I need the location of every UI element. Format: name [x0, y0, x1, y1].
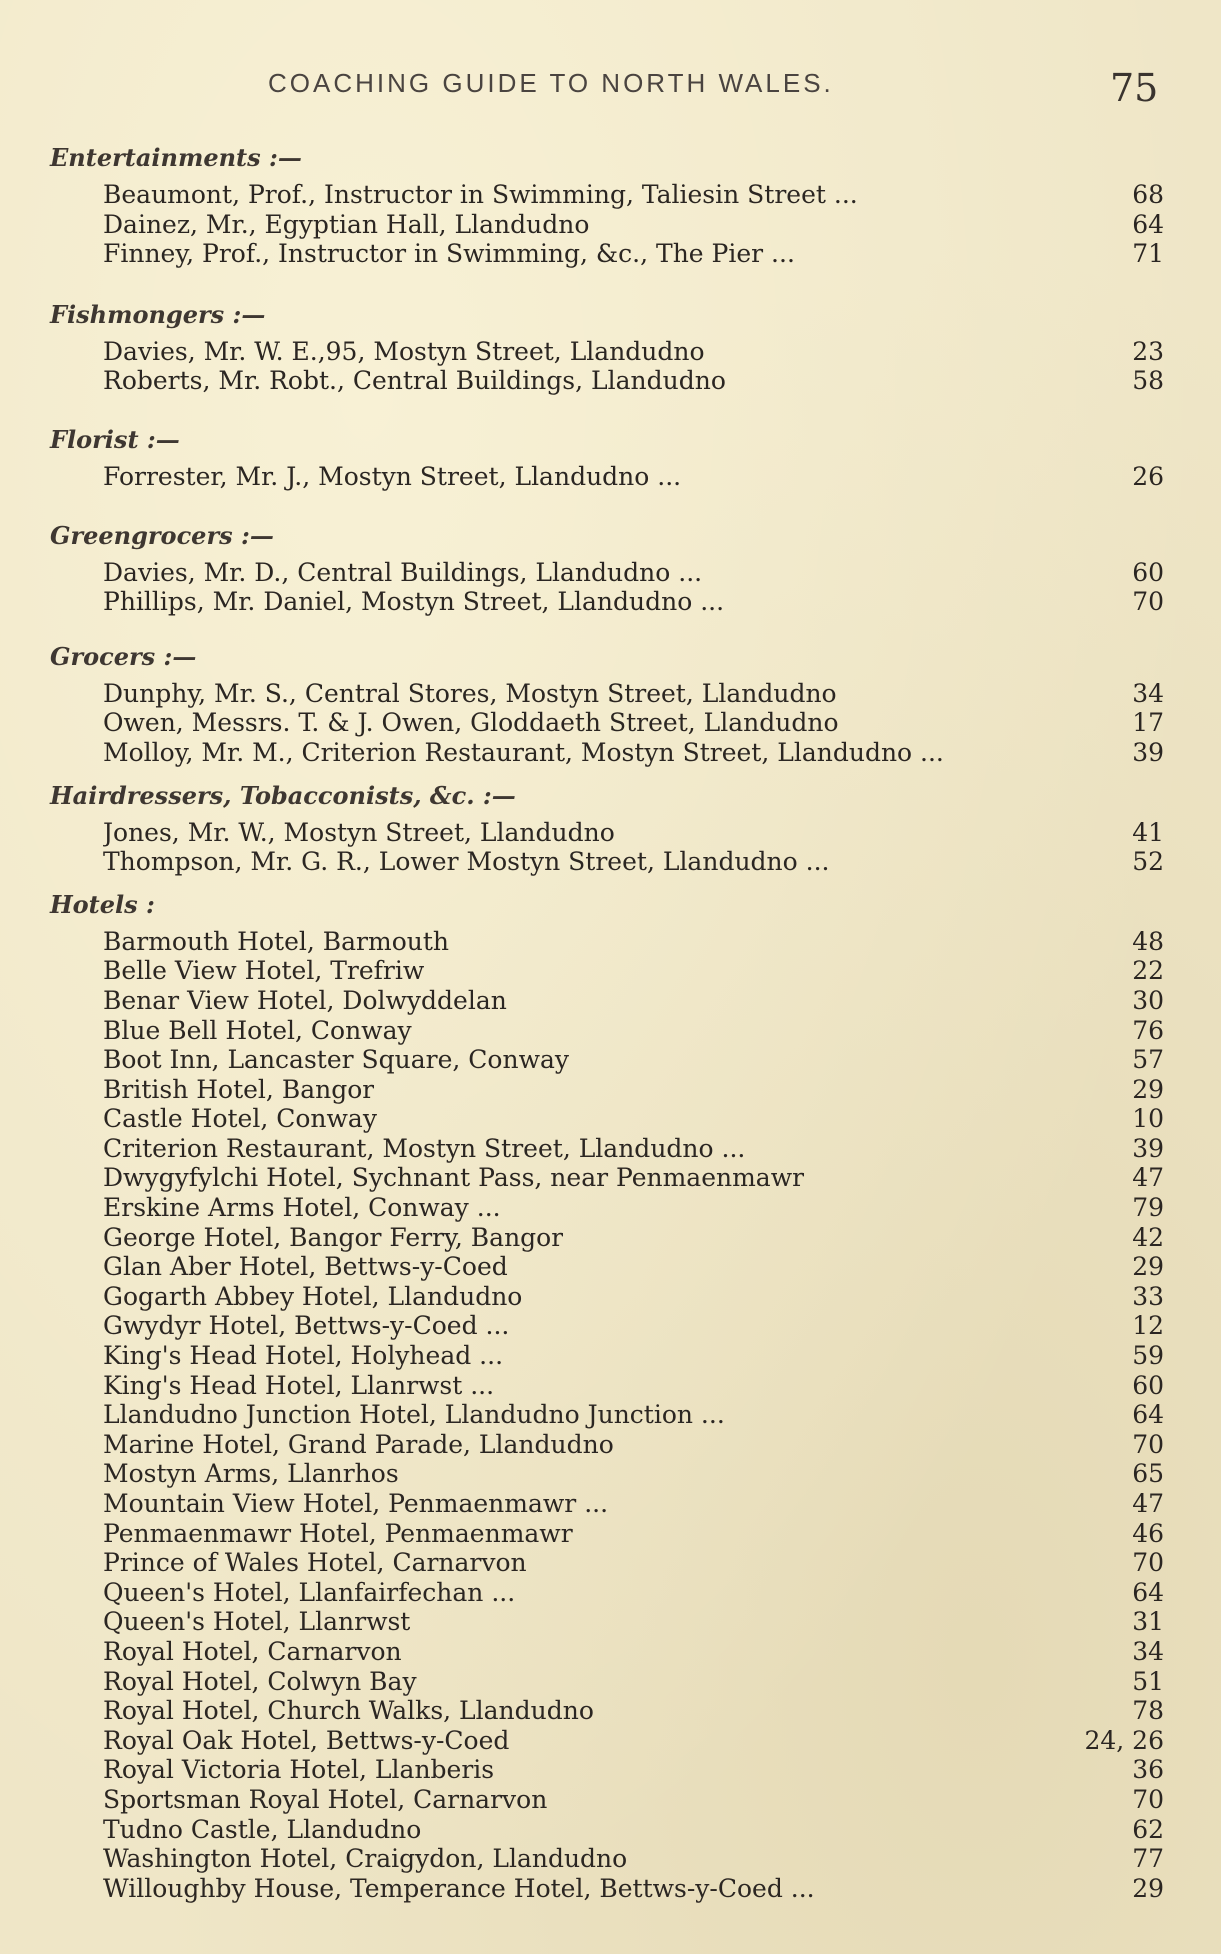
entry-page-number: 10	[1132, 1104, 1164, 1134]
entry-page-number: 60	[1132, 1370, 1164, 1400]
list-item	[50, 678, 1164, 709]
entry-name: Glan Aber Hotel, Bettws-y-Coed	[103, 1252, 508, 1282]
entry-page-number: 34	[1132, 678, 1164, 708]
list-item	[50, 209, 1164, 240]
entry-page-number: 39	[1132, 1133, 1164, 1163]
list-item	[50, 1784, 1164, 1815]
entry-name: King's Head Hotel, Llanrwst ...	[103, 1370, 495, 1400]
entry-page-number: 65	[1132, 1459, 1164, 1489]
list-item	[50, 708, 1164, 738]
list-item	[50, 180, 1164, 210]
entry-name: Molloy, Mr. M., Criterion Restaurant, Mostyn Street, Llandudno ...	[103, 737, 944, 767]
entry-name: Royal Hotel, Church Walks, Llandudno	[103, 1696, 594, 1726]
entry-page-number: 76	[1132, 1015, 1164, 1045]
entry-name: Llandudno Junction Hotel, Llandudno Junction ...	[103, 1400, 725, 1430]
list-item	[50, 817, 1164, 848]
entry-page-number: 58	[1132, 366, 1164, 396]
entry-name: Queen's Hotel, Llanrwst	[103, 1607, 411, 1637]
entry-name: Erskine Arms Hotel, Conway ...	[103, 1193, 501, 1223]
entry-name: George Hotel, Bangor Ferry, Bangor	[103, 1222, 564, 1252]
entry-name: Beaumont, Prof., Instructor in Swimming, Taliesin Street ...	[103, 180, 858, 209]
list-item	[50, 1104, 1164, 1134]
entry-page-number: 47	[1132, 1489, 1164, 1518]
list-item	[50, 461, 1164, 492]
list-item	[50, 557, 1164, 588]
entry-name: Prince of Wales Hotel, Carnarvon	[103, 1548, 527, 1578]
list-item	[50, 239, 1164, 269]
entry-name: Dunphy, Mr. S., Central Stores, Mostyn Street, Llandudno	[103, 678, 837, 708]
section-heading: Hairdressers, Tobacconists, &c. :—	[50, 780, 516, 810]
section-heading: Fishmongers :—	[50, 299, 266, 329]
list-item	[50, 1045, 1164, 1075]
entry-page-number: 51	[1132, 1666, 1164, 1696]
list-item	[50, 1015, 1164, 1046]
entry-list	[50, 817, 1164, 877]
entry-name: Owen, Messrs. T. & J. Owen, Gloddaeth Street, Llandudno	[103, 708, 839, 738]
entry-page-number: 26	[1132, 461, 1164, 491]
list-item	[50, 956, 1164, 986]
section-gap	[50, 492, 1160, 518]
entry-name: Belle View Hotel, Trefriw	[103, 956, 425, 986]
section-gap	[50, 269, 1160, 297]
list-item	[50, 1370, 1164, 1401]
entry-name: Royal Victoria Hotel, Llanberis	[103, 1755, 495, 1785]
list-item	[50, 1222, 1164, 1253]
list-item	[50, 1133, 1164, 1164]
list-item	[50, 366, 1164, 396]
entry-page-number: 23	[1132, 336, 1164, 366]
list-item	[50, 1459, 1164, 1489]
entry-page-number: 64	[1132, 1400, 1164, 1430]
list-item	[50, 587, 1164, 617]
entry-name: Forrester, Mr. J., Mostyn Street, Llandudno ...	[103, 461, 682, 491]
entry-name: Royal Hotel, Colwyn Bay	[103, 1666, 417, 1696]
entry-name: Royal Oak Hotel, Bettws-y-Coed	[103, 1725, 510, 1755]
entry-page-number: 48	[1132, 926, 1164, 956]
directory-section	[50, 518, 1164, 617]
list-item	[50, 1844, 1164, 1874]
entry-page-number: 57	[1132, 1045, 1164, 1075]
list-item	[50, 926, 1164, 957]
list-item	[50, 1311, 1164, 1341]
directory-section	[50, 778, 1164, 877]
entry-page-number: 12	[1132, 1311, 1164, 1341]
entry-name: British Hotel, Bangor	[103, 1074, 375, 1104]
entry-list	[50, 678, 1164, 768]
entry-name: Mountain View Hotel, Penmaenmawr ...	[103, 1489, 609, 1518]
entry-page-number: 29	[1132, 1252, 1164, 1282]
entry-page-number: 42	[1132, 1222, 1164, 1252]
entry-page-number: 78	[1132, 1696, 1164, 1726]
list-item	[50, 1666, 1164, 1697]
directory-section	[50, 639, 1164, 768]
directory-listing	[50, 140, 1164, 1903]
entry-list	[50, 926, 1164, 1904]
list-item	[50, 1163, 1164, 1193]
list-item	[50, 1607, 1164, 1637]
entry-page-number: 64	[1132, 1577, 1164, 1607]
entry-name: Criterion Restaurant, Mostyn Street, Llandudno ...	[103, 1133, 746, 1163]
directory-section	[50, 297, 1164, 396]
entry-page-number: 60	[1132, 557, 1164, 587]
section-gap	[50, 768, 1160, 778]
directory-section	[50, 422, 1164, 492]
entry-page-number: 64	[1132, 209, 1164, 239]
entry-name: Thompson, Mr. G. R., Lower Mostyn Street, Llandudno ...	[103, 847, 830, 877]
section-heading: Hotels :	[50, 889, 155, 919]
entry-list	[50, 180, 1164, 269]
entry-page-number: 59	[1132, 1341, 1164, 1371]
entry-name: Blue Bell Hotel, Conway	[103, 1015, 412, 1045]
entry-name: Gwydyr Hotel, Bettws-y-Coed ...	[103, 1311, 510, 1341]
list-item	[50, 1074, 1164, 1105]
list-item	[50, 1548, 1164, 1578]
entry-name: Washington Hotel, Craigydon, Llandudno	[103, 1844, 628, 1874]
list-item	[50, 1873, 1164, 1904]
entry-name: Tudno Castle, Llandudno	[103, 1814, 422, 1844]
list-item	[50, 1341, 1164, 1371]
entry-page-number: 70	[1132, 1429, 1164, 1459]
entry-page-number: 47	[1132, 1163, 1164, 1193]
list-item	[50, 985, 1164, 1016]
entry-name: Roberts, Mr. Robt., Central Buildings, Llandudno	[103, 366, 726, 396]
entry-name: Mostyn Arms, Llanrhos	[103, 1459, 399, 1489]
entry-name: Dwygyfylchi Hotel, Sychnant Pass, near Penmaenmawr	[103, 1163, 805, 1193]
list-item	[50, 1400, 1164, 1430]
entry-list	[50, 557, 1164, 617]
list-item	[50, 1252, 1164, 1282]
list-item	[50, 1577, 1164, 1608]
list-item	[50, 1429, 1164, 1460]
entry-name: Queen's Hotel, Llanfairfechan ...	[103, 1577, 516, 1607]
entry-name: Phillips, Mr. Daniel, Mostyn Street, Llandudno ...	[103, 587, 725, 617]
entry-page-number: 29	[1132, 1074, 1164, 1104]
entry-page-number: 31	[1132, 1607, 1164, 1637]
entry-name: Gogarth Abbey Hotel, Llandudno	[103, 1281, 523, 1311]
entry-page-number: 29	[1132, 1873, 1164, 1903]
list-item	[50, 1755, 1164, 1785]
list-item	[50, 1814, 1164, 1845]
entry-page-number: 70	[1132, 587, 1164, 617]
entry-name: Dainez, Mr., Egyptian Hall, Llandudno	[103, 209, 590, 239]
list-item	[50, 1636, 1164, 1667]
entry-page-number: 22	[1132, 956, 1164, 986]
list-item	[50, 1281, 1164, 1312]
section-gap	[50, 396, 1160, 422]
entry-list	[50, 336, 1164, 396]
running-title: COACHING GUIDE TO NORTH WALES.	[268, 68, 834, 98]
entry-name: Royal Hotel, Carnarvon	[103, 1636, 402, 1666]
entry-page-number: 30	[1132, 985, 1164, 1015]
directory-section	[50, 887, 1164, 1904]
entry-page-number: 70	[1132, 1548, 1164, 1578]
entry-page-number: 17	[1132, 708, 1164, 738]
entry-name: Willoughby House, Temperance Hotel, Bettws-y-Coed ...	[103, 1873, 815, 1903]
entry-name: Boot Inn, Lancaster Square, Conway	[103, 1045, 570, 1075]
entry-page-number: 36	[1132, 1755, 1164, 1785]
entry-name: King's Head Hotel, Holyhead ...	[103, 1341, 504, 1371]
entry-name: Penmaenmawr Hotel, Penmaenmawr	[103, 1518, 573, 1548]
page-number: 75	[1110, 66, 1159, 110]
list-item	[50, 1696, 1164, 1726]
entry-name: Barmouth Hotel, Barmouth	[103, 926, 449, 956]
entry-page-number: 41	[1132, 817, 1164, 847]
entry-name: Castle Hotel, Conway	[103, 1104, 377, 1134]
list-item	[50, 1725, 1164, 1756]
entry-page-number: 39	[1132, 737, 1164, 767]
entry-list	[50, 461, 1164, 492]
entry-name: Davies, Mr. D., Central Buildings, Llandudno ...	[103, 557, 703, 587]
list-item	[50, 1518, 1164, 1549]
section-heading: Greengrocers :—	[50, 520, 274, 550]
entry-name: Finney, Prof., Instructor in Swimming, &c., The Pier ...	[103, 239, 795, 269]
list-item	[50, 847, 1164, 877]
entry-name: Marine Hotel, Grand Parade, Llandudno	[103, 1429, 614, 1459]
section-heading: Grocers :—	[50, 641, 197, 671]
entry-page-number: 79	[1132, 1193, 1164, 1223]
entry-name: Jones, Mr. W., Mostyn Street, Llandudno	[103, 817, 615, 847]
entry-page-number: 70	[1132, 1784, 1164, 1814]
section-heading: Entertainments :—	[50, 143, 302, 172]
entry-name: Sportsman Royal Hotel, Carnarvon	[103, 1784, 548, 1814]
list-item	[50, 1489, 1164, 1519]
list-item	[50, 1193, 1164, 1223]
entry-page-number: 77	[1132, 1844, 1164, 1874]
entry-name: Davies, Mr. W. E.,95, Mostyn Street, Llandudno	[103, 336, 705, 366]
list-item	[50, 737, 1164, 768]
entry-page-number: 46	[1132, 1518, 1164, 1548]
entry-page-number: 33	[1132, 1281, 1164, 1311]
entry-page-number: 62	[1132, 1814, 1164, 1844]
entry-page-number: 34	[1132, 1636, 1164, 1666]
entry-name: Benar View Hotel, Dolwyddelan	[103, 985, 507, 1015]
directory-section	[50, 140, 1164, 269]
entry-page-number: 68	[1132, 180, 1164, 209]
list-item	[50, 336, 1164, 367]
entry-page-number: 71	[1132, 239, 1164, 269]
entry-page-number: 24, 26	[1084, 1725, 1164, 1755]
section-heading: Florist :—	[50, 424, 180, 454]
entry-page-number: 52	[1132, 847, 1164, 877]
section-gap	[50, 877, 1160, 887]
section-gap	[50, 617, 1160, 639]
